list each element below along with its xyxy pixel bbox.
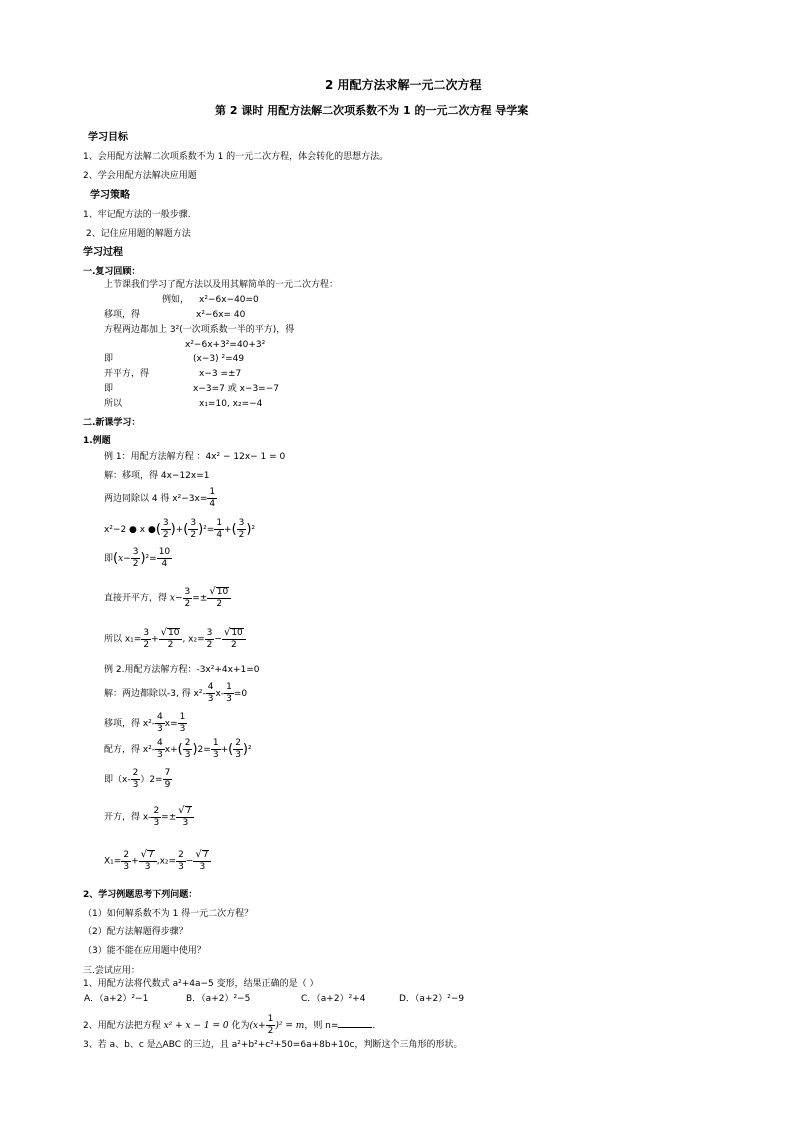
- review-text: 方程两边都加上 3²(一次项系数一半的平方)，得: [104, 325, 295, 335]
- review-equation: (x−3) ²=49: [193, 354, 245, 364]
- example2-step: 解：两边都除以-3, 得 x²- $\frac{4}{3}$ x- $\frac{1}{3}$ =0: [104, 682, 248, 704]
- example2-step: 配方，得 x²- $\frac{4}{3}$ x+( $\frac{2}{3}$ )2= $\frac{1}{3}$ +( $\frac{2}{3}$ )²: [104, 738, 252, 760]
- review-equation: x₁=10, x₂=−4: [199, 399, 263, 409]
- review-label: 所以: [104, 399, 123, 409]
- think-question: （3）能不能在应用题中使用？: [83, 946, 206, 956]
- problem-1: 1、用配方法将代数式 a²+4a−5 变形，结果正确的是（ ）: [83, 979, 319, 989]
- example2-step: 即（x- $\frac{2}{3}$ ）2= $\frac{7}{9}$: [104, 768, 171, 790]
- apply-heading: 三.尝试应用：: [83, 966, 140, 976]
- example1-step: x²−2 ● x ●( $\frac{3}{2}$ )+( $\frac{3}{2}$ )²= $\frac{1}{4}$ +( $\frac{3}{2}$ )²: [104, 518, 256, 540]
- strategy-item: 1、牢记配方法的一般步骤.: [83, 210, 191, 220]
- examples-heading: 1.例题: [83, 436, 111, 446]
- example1-title: 例 1：用配方法解方程 ：4x² − 12x− 1 = 0: [104, 452, 286, 462]
- example2-step: 开方，得 x- $\frac{2}{3}$ =± √ 7 3: [104, 806, 194, 828]
- page-subtitle: 第 2 课时 用配方法解二次项系数不为 1 的一元二次方程 导学案: [215, 104, 529, 117]
- review-label: 移项，得: [104, 310, 141, 320]
- example2-title: 例 2.用配方法解方程：-3x²+4x+1=0: [104, 665, 260, 675]
- option-d: D．（a+2）²−9: [399, 994, 465, 1004]
- objective-item: 1、会用配方法解二次项系数不为 1 的一元二次方程，体会转化的思想方法。: [83, 152, 389, 162]
- process-heading: 学习过程: [83, 247, 123, 258]
- option-a: A．（a+2）²−1: [84, 994, 149, 1004]
- example1-step: 即(x− $\frac{3}{2}$ )²= $\frac{10}{4}$: [104, 547, 171, 569]
- think-question: （1）如何解系数不为 1 得一元二次方程？: [83, 909, 254, 919]
- objectives-heading: 学习目标: [88, 132, 128, 143]
- think-heading: 2、学习例题思考下列问题：: [83, 890, 198, 900]
- new-lesson-heading: 二.新课学习：: [83, 418, 141, 428]
- review-label: 即: [104, 384, 114, 394]
- review-intro: 上节课我们学习了配方法以及用其解简单的一元二次方程：: [104, 280, 339, 290]
- review-equation: x²−6x+3²=40+3²: [185, 340, 266, 350]
- option-c: C．（a+2）²+4: [301, 994, 366, 1004]
- example1-step: 直接开平方，得 x− $\frac{3}{2}$ =± √ 10 2: [104, 587, 231, 609]
- strategy-heading: 学习策略: [90, 190, 130, 201]
- example2-step: X₁= $\frac{2}{3}$ + √ 7 3 ,x₂= $\frac{2}{3}$ − √ 7 3: [104, 850, 211, 872]
- objective-item: 2、学会用配方法解决应用题: [83, 171, 197, 181]
- review-equation: x−3=7 或 x−3=−7: [193, 384, 279, 394]
- think-question: （2）配方法解题得步骤？: [83, 927, 188, 937]
- review-label: 例如，: [162, 295, 190, 305]
- example1-step: 解：移项，得 4x−12x=1: [104, 471, 210, 481]
- review-equation: x²−6x= 40: [196, 310, 246, 320]
- review-heading: 一.复习回顾：: [83, 267, 141, 277]
- example2-step: 移项，得 x²- $\frac{4}{3}$ x= $\frac{1}{3}$: [104, 712, 186, 734]
- strategy-item: 2、记住应用题的解题方法: [86, 229, 191, 239]
- problem-3: 3、若 a、b、c 是△ABC 的三边，且 a²+b²+c²+50=6a+8b+10c，判断这个三角形的形状。: [83, 1040, 463, 1050]
- example1-step: 所以 x₁= $\frac{3}{2}$ + √ 10 2 , x₂= $\frac{3}{2}$ − √ 10 2: [104, 628, 246, 650]
- review-label: 开平方，得: [104, 369, 150, 379]
- answer-blank[interactable]: [338, 1019, 372, 1028]
- page-title: 2 用配方法求解一元二次方程: [325, 78, 482, 92]
- review-equation: x²−6x−40=0: [199, 295, 259, 305]
- option-b: B．（a+2）²−5: [186, 994, 251, 1004]
- example1-step: 两边同除以 4 得 x²−3x= $\frac{1}{4}$: [104, 487, 216, 509]
- review-equation: x−3 =±7: [199, 369, 242, 379]
- review-label: 即: [104, 354, 114, 364]
- problem-2: 2、用配方法把方程 x² + x − 1 = 0 化为(x+ $\frac{1}{2}$ )² = m，则 n= .: [83, 1014, 376, 1036]
